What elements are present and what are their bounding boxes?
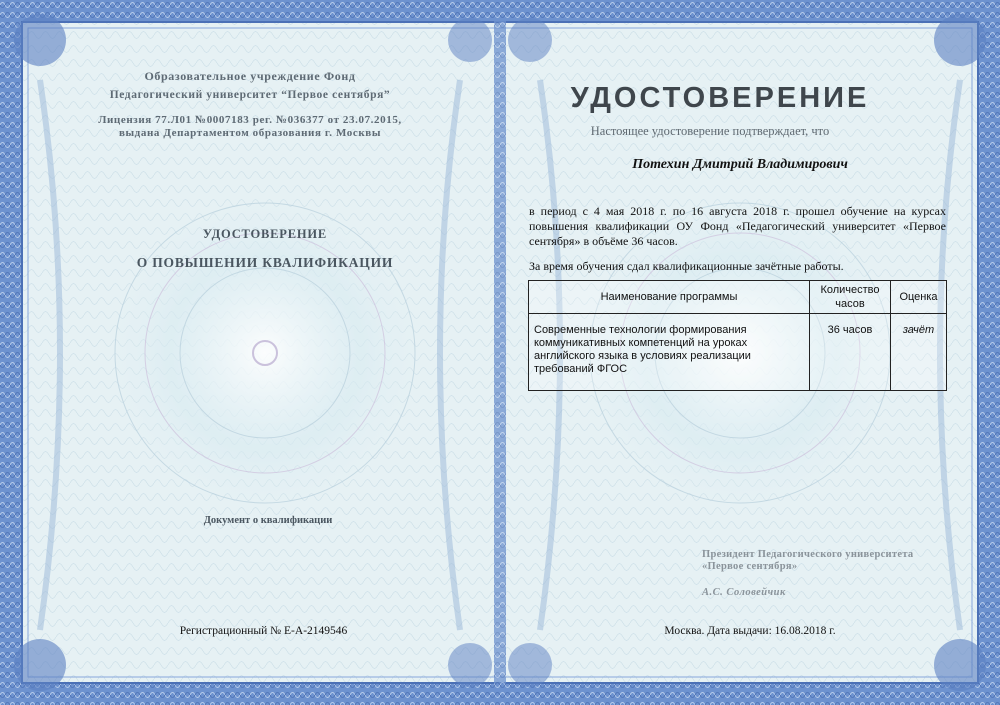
issue-date: Москва. Дата выдачи: 16.08.2018 г. bbox=[664, 625, 836, 637]
training-paragraph: в период с 4 мая 2018 г. по 16 августа 2018 г. прошел обучение на курсах повышения квалификации ОУ Фонд «Педагогический университет «Первое сентября» в объёме 36 часов. bbox=[529, 204, 946, 248]
program-cell: Современные технологии формирования коммуникативных компетенций на уроках английского языка в условиях реализации требований ФГОС bbox=[529, 314, 810, 391]
signature-name: А.С. Соловейчик bbox=[702, 587, 786, 598]
grade-cell: зачёт bbox=[891, 314, 947, 391]
column-header-grade: Оценка bbox=[891, 281, 947, 314]
column-header-hours: Количество часов bbox=[810, 281, 891, 314]
president-title bbox=[702, 549, 913, 573]
person-name: Потехин Дмитрий Владимирович bbox=[632, 157, 848, 172]
organization-name: Образовательное учреждение Фонд bbox=[144, 69, 356, 83]
grades-table bbox=[528, 280, 947, 391]
cover-subtitle: О ПОВЫШЕНИИ КВАЛИФИКАЦИИ bbox=[136, 255, 394, 270]
table-row bbox=[529, 314, 947, 391]
president-line-1: Президент Педагогического университета bbox=[702, 549, 914, 560]
license-issuer: выдана Департаментом образования г. Москвы bbox=[118, 127, 382, 139]
certificate-subtitle: Настоящее удостоверение подтверждает, что bbox=[590, 124, 830, 138]
exams-line: За время обучения сдал квалификационные зачётные работы. bbox=[529, 259, 844, 273]
certificate-title: УДОСТОВЕРЕНИЕ bbox=[570, 82, 870, 114]
cover-title: УДОСТОВЕРЕНИЕ bbox=[202, 227, 328, 241]
university-name: Педагогический университет “Первое сентября” bbox=[109, 89, 391, 101]
column-header-program: Наименование программы bbox=[529, 281, 810, 314]
president-line-2: «Первое сентября» bbox=[702, 561, 798, 572]
license-line: Лицензия 77.Л01 №0007183 рег. №036377 от 23.07.2015, bbox=[98, 114, 402, 126]
table-header-row bbox=[529, 281, 947, 314]
hours-cell: 36 часов bbox=[810, 314, 891, 391]
registration-number: Регистрационный № Е-А-2149546 bbox=[179, 625, 348, 637]
document-type: Документ о квалификации bbox=[203, 515, 333, 526]
